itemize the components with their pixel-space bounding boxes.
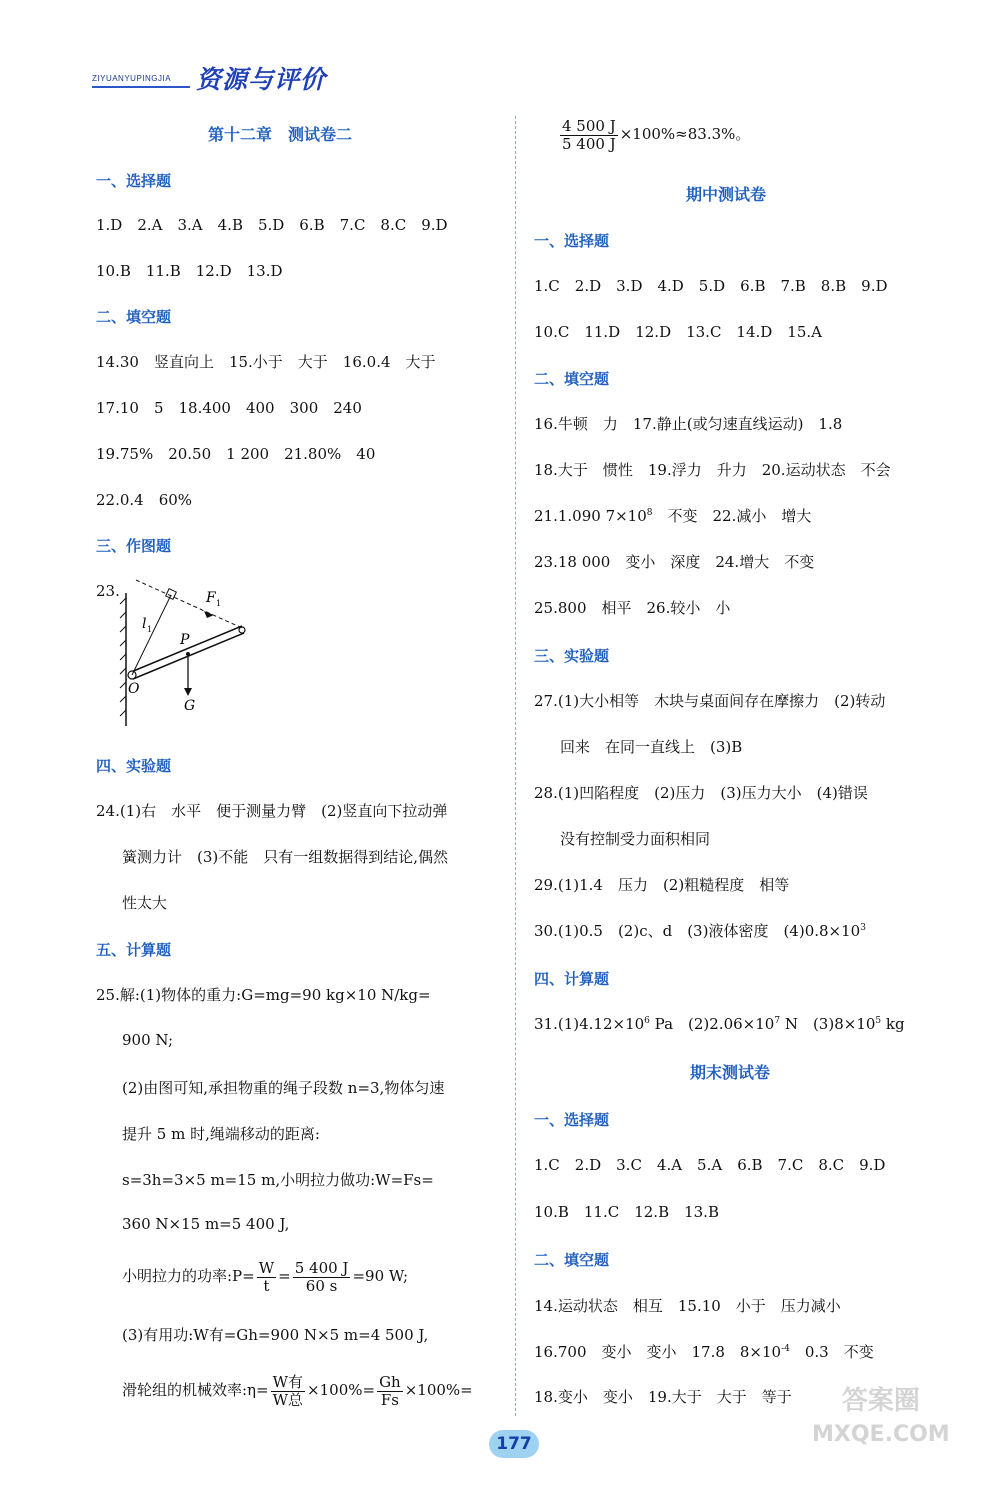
exponent: -4 [781, 1344, 790, 1354]
answer-line: 16.牛顿 力 17.静止(或匀速直线运动) 1.8 [534, 415, 843, 433]
answer-line: 24.(1)右 水平 便于测量力臂 (2)竖直向下拉动弹 [96, 802, 448, 820]
numerator: W [258, 1259, 275, 1277]
formula-text: ×100%= [404, 1381, 473, 1399]
section-heading: 三、作图题 [96, 537, 172, 555]
answer-text: N (3)8×10 [780, 1015, 876, 1033]
efficiency-result-line [558, 118, 750, 152]
answer-line: 28.(1)凹陷程度 (2)压力 (3)压力大小 (4)错误 [534, 784, 868, 802]
solution-line: 提升 5 m 时,绳端移动的距离: [122, 1125, 320, 1143]
answer-text: 21.1.090 7×10 [534, 507, 647, 525]
solution-line: (2)由图可知,承担物重的绳子段数 n=3,物体匀速 [122, 1079, 445, 1097]
formula-text: 小明拉力的功率:P= [122, 1267, 255, 1285]
answer-text: 30.(1)0.5 (2)c、d (3)液体密度 (4)0.8×10 [534, 922, 861, 940]
lever-diagram [116, 578, 256, 728]
answer-line: 没有控制受力面积相同 [560, 830, 711, 848]
exponent: 5 [875, 1016, 882, 1026]
formula-text: = [278, 1267, 291, 1285]
label-g: G [184, 698, 196, 714]
wall-hatching [120, 593, 126, 726]
answer-line: 1.C 2.D 3.D 4.D 5.D 6.B 7.B 8.B 9.D [534, 277, 888, 295]
efficiency-formula-line [122, 1374, 473, 1408]
label-f1: F [206, 590, 216, 606]
answer-line: 簧测力计 (3)不能 只有一组数据得到结论,偶然 [122, 848, 449, 866]
formula-text: ×100%≈83.3%。 [619, 125, 751, 143]
answer-text: 31.(1)4.12×10 [534, 1015, 645, 1033]
question-number: 23. [96, 582, 120, 600]
section-heading: 三、实验题 [534, 647, 610, 665]
answer-line: 1.C 2.D 3.C 4.A 5.A 6.B 7.C 8.C 9.D [534, 1156, 886, 1174]
page-number: 177 [489, 1430, 539, 1458]
section-heading: 一、选择题 [96, 172, 172, 190]
answer-line: 17.10 5 18.400 400 300 240 [96, 399, 362, 417]
exponent: 8 [646, 508, 653, 518]
header-logo [92, 56, 352, 94]
answer-line: 1.D 2.A 3.A 4.B 5.D 6.B 7.C 8.C 9.D [96, 216, 448, 234]
answer-line [534, 1013, 905, 1034]
denominator: W总 [272, 1390, 304, 1409]
midterm-title: 期中测试卷 [686, 185, 767, 204]
final-exam-title: 期末测试卷 [690, 1063, 771, 1082]
section-heading: 四、实验题 [96, 757, 172, 775]
solution-line: 900 N; [122, 1031, 174, 1049]
answer-line: 14.30 竖直向上 15.小于 大于 16.0.4 大于 [96, 353, 436, 371]
section-heading: 一、选择题 [534, 232, 610, 250]
answer-text: kg [881, 1015, 905, 1033]
answer-line: 18.变小 变小 19.大于 大于 等于 [534, 1388, 792, 1406]
answer-line: 14.运动状态 相互 15.10 小于 压力减小 [534, 1297, 841, 1315]
denominator: 60 s [305, 1276, 338, 1295]
watermark-line: MXQE.COM [812, 1422, 950, 1447]
section-heading: 四、计算题 [534, 970, 610, 988]
fraction [293, 1260, 351, 1294]
section-heading: 二、填空题 [96, 308, 172, 326]
solution-line: s=3h=3×5 m=15 m,小明拉力做功:W=Fs= [122, 1171, 434, 1189]
force-line-dashed [136, 580, 242, 628]
denominator: t [263, 1276, 270, 1295]
answer-line: 23.18 000 变小 深度 24.增大 不变 [534, 553, 815, 571]
answer-text: 不变 22.减小 增大 [652, 507, 812, 525]
section-heading: 二、填空题 [534, 1251, 610, 1269]
answer-line: 10.B 11.C 12.B 13.B [534, 1203, 719, 1221]
section-heading: 一、选择题 [534, 1111, 610, 1129]
label-o: O [128, 681, 140, 697]
denominator: Fs [380, 1390, 399, 1409]
numerator: Gh [379, 1373, 401, 1391]
label-f1-sub: 1 [216, 599, 222, 608]
watermark-line: 答案圈 [841, 1386, 920, 1416]
watermark [812, 1384, 950, 1452]
fraction [257, 1260, 276, 1294]
answer-line [534, 920, 866, 941]
fraction [271, 1374, 305, 1408]
answer-line: 回来 在同一直线上 (3)B [560, 738, 743, 756]
formula-text: 滑轮组的机械效率:η= [122, 1381, 269, 1399]
solution-line: 360 N×15 m=5 400 J, [122, 1215, 290, 1233]
answer-line: 22.0.4 60% [96, 491, 193, 509]
section-heading: 二、填空题 [534, 370, 610, 388]
denominator: 5 400 J [562, 134, 616, 153]
exponent: 7 [774, 1016, 781, 1026]
header-latin: ZIYUANYUPINGJIA [92, 74, 172, 83]
answer-line: 27.(1)大小相等 木块与桌面间存在摩擦力 (2)转动 [534, 692, 886, 710]
answer-line: 10.B 11.B 12.D 13.D [96, 262, 283, 280]
column-divider [515, 116, 516, 1416]
answer-line: 19.75% 20.50 1 200 21.80% 40 [96, 445, 376, 463]
numerator: 4 500 J [562, 117, 616, 135]
answer-line: 29.(1)1.4 压力 (2)粗糙程度 相等 [534, 876, 790, 894]
answer-line: 性太大 [122, 894, 168, 912]
gravity-arrowhead [184, 688, 192, 696]
solution-line: (3)有用功:W有=Gh=900 N×5 m=4 500 J, [122, 1326, 429, 1344]
label-l1-sub: 1 [147, 625, 153, 634]
label-l1: l [142, 616, 147, 632]
fraction [377, 1374, 403, 1408]
fraction [560, 118, 618, 152]
power-formula-line [122, 1260, 408, 1294]
answer-text: 16.700 变小 变小 17.8 8×10 [534, 1343, 782, 1361]
chapter-title: 第十二章 测试卷二 [208, 125, 353, 144]
header-arrow-line [92, 86, 190, 88]
answer-text: 0.3 不变 [789, 1343, 874, 1361]
solution-line: 25.解:(1)物体的重力:G=mg=90 kg×10 N/kg= [96, 986, 431, 1004]
formula-text: =90 W; [352, 1267, 409, 1285]
answer-text: Pa (2)2.06×10 [649, 1015, 775, 1033]
label-p: P [180, 632, 190, 648]
exponent: 6 [644, 1016, 650, 1026]
section-heading: 五、计算题 [96, 941, 172, 959]
answer-line: 18.大于 惯性 19.浮力 升力 20.运动状态 不会 [534, 461, 891, 479]
exponent: 3 [860, 923, 866, 933]
formula-text: ×100%= [307, 1381, 376, 1399]
answer-line [534, 505, 811, 526]
answer-line: 10.C 11.D 12.D 13.C 14.D 15.A [534, 323, 822, 341]
answer-line: 25.800 相平 26.较小 小 [534, 599, 731, 617]
force-arrowhead [204, 611, 214, 618]
answer-line [534, 1341, 874, 1362]
header-brand: 资源与评价 [196, 65, 327, 94]
numerator: W有 [272, 1373, 304, 1391]
numerator: 5 400 J [294, 1259, 349, 1277]
